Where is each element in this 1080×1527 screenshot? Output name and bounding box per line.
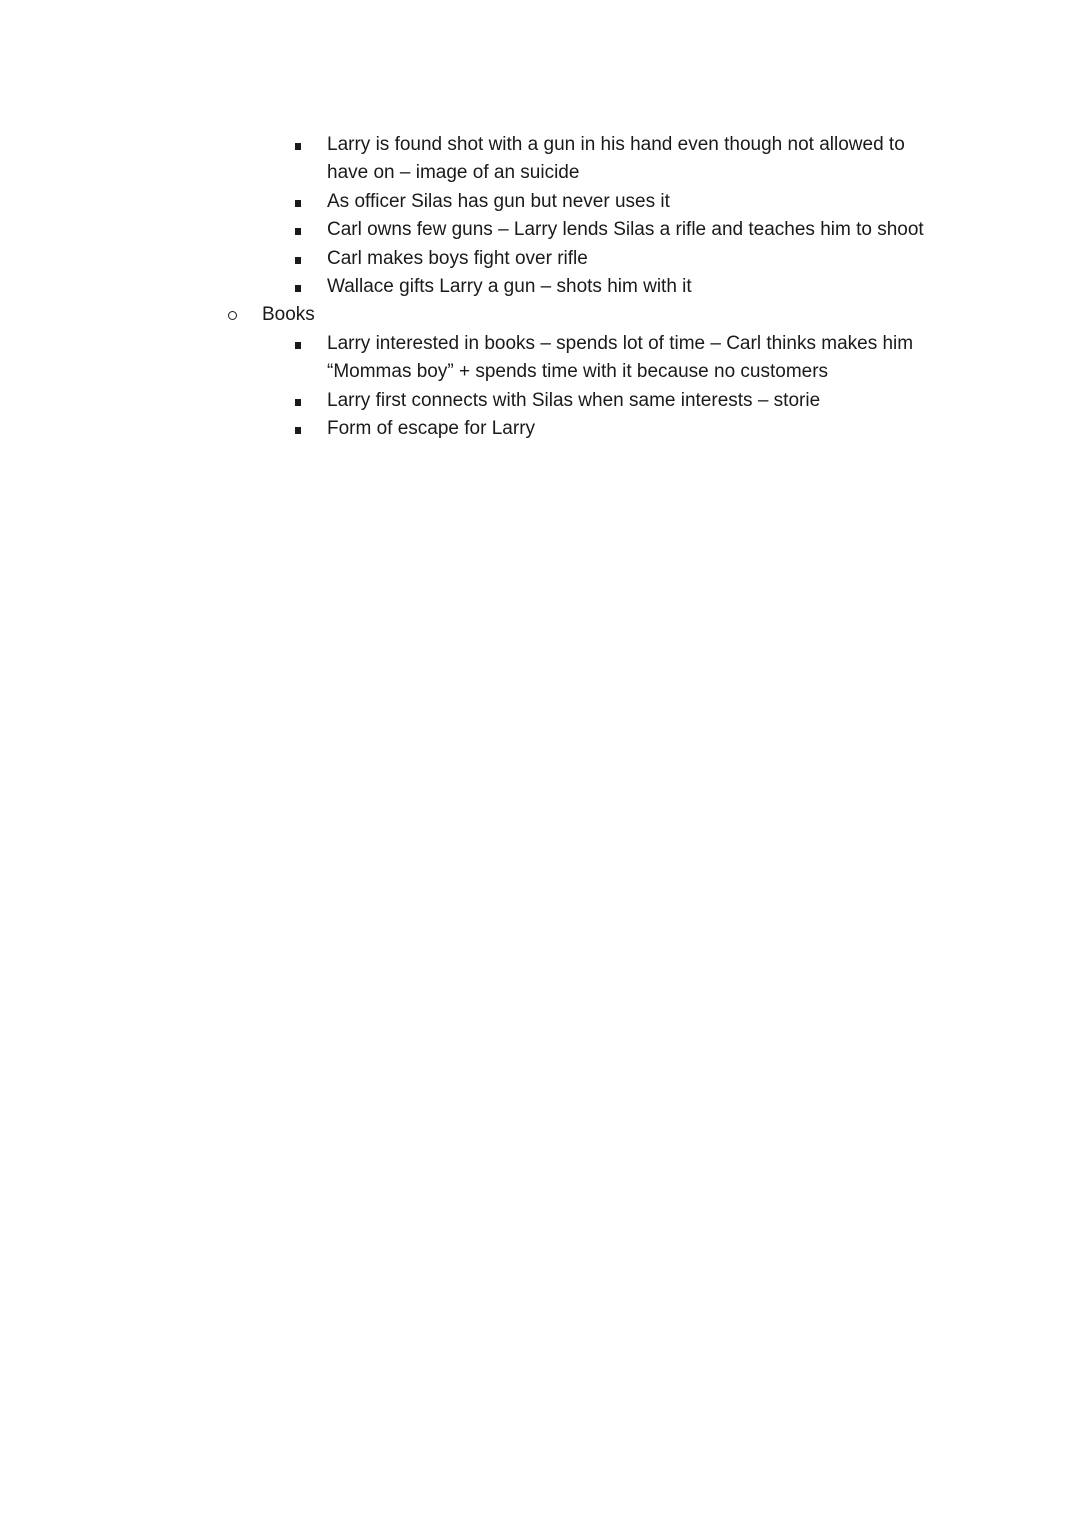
- list-item-text: As officer Silas has gun but never uses it: [327, 190, 670, 212]
- list-item: [0, 245, 1080, 273]
- list-item: [0, 188, 1080, 216]
- list-item: [0, 387, 1080, 415]
- section-heading-text: Books: [262, 304, 315, 326]
- circle-bullet-icon: [228, 311, 237, 320]
- list-item-text: Carl makes boys fight over rifle: [327, 247, 588, 269]
- list-item-continuation: [0, 358, 1080, 386]
- list-item-text: Form of escape for Larry: [327, 417, 536, 439]
- list-item-text: Larry interested in books – spends lot of time – Carl thinks makes him: [327, 332, 914, 354]
- list-item-text: have on – image of an suicide: [327, 162, 580, 184]
- square-bullet-icon: [295, 228, 301, 235]
- list-item-text: Wallace gifts Larry a gun – shots him with it: [327, 275, 692, 297]
- square-bullet-icon: [295, 399, 301, 406]
- square-bullet-icon: [295, 427, 301, 434]
- section-heading: [0, 301, 1080, 329]
- list-item: [0, 273, 1080, 301]
- notes-outline: [0, 131, 1080, 443]
- list-item-text: “Mommas boy” + spends time with it because no customers: [327, 361, 829, 383]
- list-item: [0, 216, 1080, 244]
- list-item: [0, 131, 1080, 159]
- square-bullet-icon: [295, 200, 301, 207]
- list-item-continuation: [0, 159, 1080, 187]
- list-item-text: Carl owns few guns – Larry lends Silas a rifle and teaches him to shoot: [327, 219, 924, 241]
- list-item-text: Larry is found shot with a gun in his hand even though not allowed to: [327, 134, 905, 155]
- square-bullet-icon: [295, 285, 301, 292]
- list-item: [0, 415, 1080, 443]
- square-bullet-icon: [295, 143, 301, 150]
- square-bullet-icon: [295, 257, 301, 264]
- list-item-text: Larry first connects with Silas when same interests – storie: [327, 389, 821, 411]
- list-item: [0, 330, 1080, 358]
- square-bullet-icon: [295, 342, 301, 349]
